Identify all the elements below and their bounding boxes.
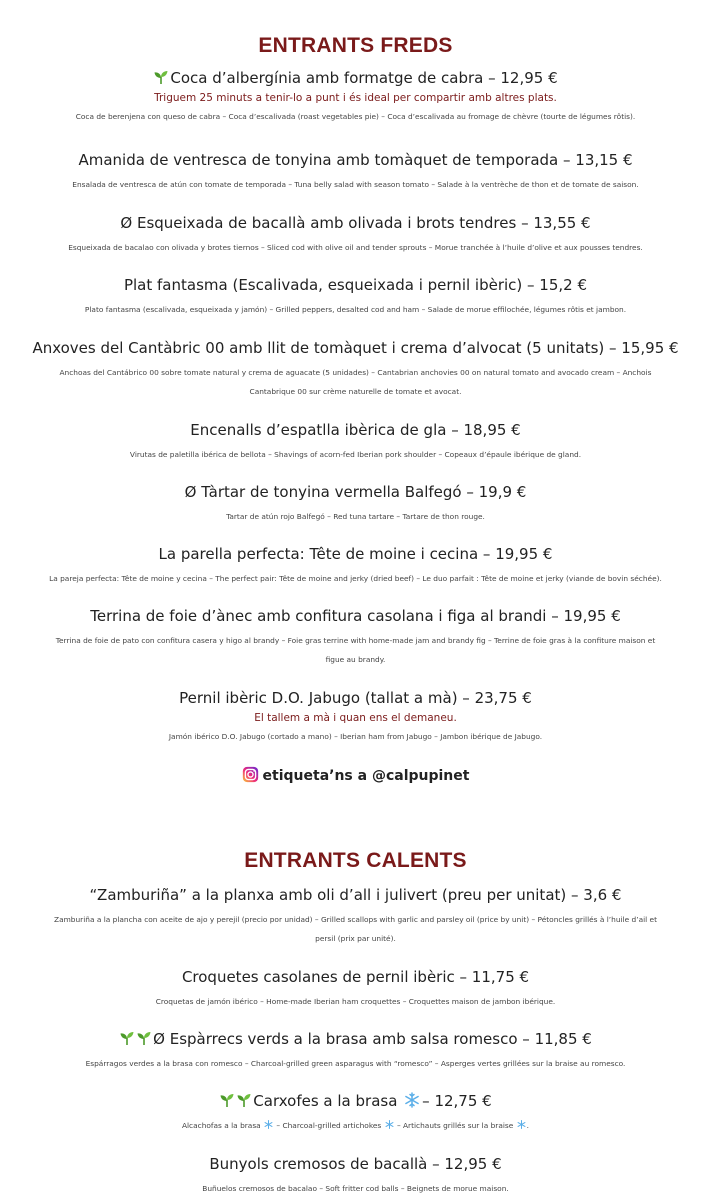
menu-item-description: Virutas de paletilla ibérica de bellota – Shavings of acorn-fed Iberian pork shoulder – Copeaux d’épaule ibérique de gland. bbox=[129, 450, 582, 459]
menu-item-croquetes bbox=[10, 967, 701, 1011]
menu-item-zamburina bbox=[10, 885, 701, 948]
menu-item-note: Triguem 25 minuts a tenir-lo a punt i és ideal per compartir amb altres plats. bbox=[154, 92, 557, 104]
menu-item-description: Esqueixada de bacalao con olivada y brotes tiernos – Sliced cod with olive oil and tender sprouts – Morue tranchée à l’huile d’olive et aux pousses tendres. bbox=[68, 243, 643, 252]
menu-item-encenalls bbox=[10, 420, 701, 464]
menu-item-bunyols bbox=[10, 1154, 701, 1198]
menu-item-description: Croquetas de jamón ibérico – Home-made Iberian ham croquettes – Croquettes maison de jambon ibérique. bbox=[155, 997, 556, 1006]
menu-item-parella-perfecta bbox=[10, 544, 701, 588]
menu-item-description: Anchoas del Cantábrico 00 sobre tomate natural y crema de aguacate (5 unidades) – Cantabrian anchovies 00 on natural tomato and avocado cream – Anchois bbox=[59, 368, 652, 377]
menu-item-description: Espárragos verdes a la brasa con romesco – Charcoal-grilled green asparagus with “romesco” – Asperges vertes grillées sur la braise au romesco. bbox=[85, 1059, 626, 1068]
menu-item-note: El tallem a mà i quan ens el demaneu. bbox=[254, 712, 457, 724]
menu-item-price: – 12,75 € bbox=[422, 1092, 492, 1110]
menu-item-pernil-jabugo bbox=[10, 688, 701, 746]
menu-item-title: Pernil ibèric D.O. Jabugo (tallat a mà) – 23,75 € bbox=[179, 689, 532, 707]
menu-item-anxoves bbox=[10, 338, 701, 401]
seasonal-snowflake-icon bbox=[404, 1092, 420, 1108]
menu-item-description: Buñuelos cremosos de bacalao – Soft fritter cod balls – Beignets de morue maison. bbox=[202, 1184, 509, 1193]
vegetarian-sprout-icon bbox=[153, 69, 169, 85]
seasonal-snowflake-icon bbox=[385, 1120, 394, 1129]
menu-item-description: Plato fantasma (escalivada, esqueixada y jamón) – Grilled peppers, desalted cod and ham – Salade de morue effilochée, légumes rôtis et jambon. bbox=[84, 305, 627, 314]
vegan-sprout-icon bbox=[119, 1030, 135, 1046]
menu-item-description: Zamburiña a la plancha con aceite de ajo y perejil (precio por unidad) – Grilled scallops with garlic and parsley oil (price by unit) – Pétoncles grillés à l’huile d’ail et bbox=[54, 915, 657, 924]
menu-item-title: Ø Espàrrecs verds a la brasa amb salsa romesco – 11,85 € bbox=[153, 1030, 592, 1048]
menu-item-description: La pareja perfecta: Tête de moine y cecina – The perfect pair: Tête de moine and jerky (dried beef) – Le duo parfait : Tête de moine et jerky (viande de bovin séchée). bbox=[49, 574, 662, 583]
vegan-sprout-icon bbox=[219, 1092, 235, 1108]
menu-item-title: Bunyols cremosos de bacallà – 12,95 € bbox=[209, 1155, 502, 1173]
menu-item-amanida-ventresca bbox=[10, 150, 701, 194]
menu-item-description-cont: Cantabrique 00 sur crème naturelle de tomate et avocat. bbox=[249, 387, 462, 396]
menu-item-title: Plat fantasma (Escalivada, esqueixada i pernil ibèric) – 15,2 € bbox=[123, 276, 588, 294]
menu-item-title: Croquetes casolanes de pernil ibèric – 11,75 € bbox=[181, 968, 530, 986]
menu-item-title: Ø Tàrtar de tonyina vermella Balfegó – 19,9 € bbox=[184, 483, 527, 501]
menu-item-title: “Zamburiña” a la planxa amb oli d’all i julivert (preu per unitat) – 3,6 € bbox=[89, 886, 622, 904]
instagram-icon bbox=[242, 766, 259, 783]
menu-item-tartar-tonyina bbox=[10, 482, 701, 526]
menu-item-description: Ensalada de ventresca de atún con tomate de temporada – Tuna belly salad with season tomato – Salade à la ventrèche de thon et de tomate de saison. bbox=[72, 180, 639, 189]
menu-item-title: Amanida de ventresca de tonyina amb tomàquet de temporada – 13,15 € bbox=[78, 151, 633, 169]
menu-item-plat-fantasma bbox=[10, 275, 701, 319]
menu-item-description-cont: persil (prix par unité). bbox=[315, 934, 396, 943]
menu-item-description: Jamón ibérico D.O. Jabugo (cortado a mano) – Iberian ham from Jabugo – Jambon ibérique de Jabugo. bbox=[168, 732, 543, 741]
menu-item-terrina-foie bbox=[10, 606, 701, 669]
section-title-entrants-calents: ENTRANTS CALENTS bbox=[244, 849, 467, 872]
menu-item-title: Anxoves del Cantàbric 00 amb llit de tomàquet i crema d’alvocat (5 unitats) – 15,95 € bbox=[32, 339, 679, 357]
vegan-sprout-icon bbox=[236, 1092, 252, 1108]
vegan-sprout-icon bbox=[136, 1030, 152, 1046]
menu-item-title: Carxofes a la brasa bbox=[253, 1092, 398, 1110]
menu-item-title: La parella perfecta: Tête de moine i cecina – 19,95 € bbox=[158, 545, 553, 563]
menu-item-title: Encenalls d’espatlla ibèrica de gla – 18,95 € bbox=[190, 421, 521, 439]
instagram-tag-link[interactable] bbox=[0, 766, 711, 784]
menu-item-esparrecs bbox=[10, 1029, 701, 1073]
menu-item-description: Tartar de atún rojo Balfegó – Red tuna tartare – Tartare de thon rouge. bbox=[226, 512, 485, 521]
menu-item-title: Terrina de foie d’ànec amb confitura casolana i figa al brandi – 19,95 € bbox=[90, 607, 621, 625]
menu-item-carxofes bbox=[10, 1091, 701, 1135]
menu-item-coca-albergina bbox=[10, 68, 701, 126]
menu-item-description: Alcachofas a la brasa – Charcoal-grilled artichokes – Artichauts grillés sur la braise . bbox=[181, 1121, 530, 1130]
menu-item-title: Ø Esqueixada de bacallà amb olivada i brots tendres – 13,55 € bbox=[120, 214, 591, 232]
menu-item-title: Coca d’albergínia amb formatge de cabra – 12,95 € bbox=[170, 69, 558, 87]
instagram-handle: etiqueta’ns a @calpupinet bbox=[262, 768, 470, 784]
seasonal-snowflake-icon bbox=[264, 1120, 273, 1129]
seasonal-snowflake-icon bbox=[517, 1120, 526, 1129]
menu-item-esqueixada bbox=[10, 213, 701, 257]
menu-item-description: Terrina de foie de pato con confitura casera y higo al brandy – Foie gras terrine with home-made jam and brandy fig – Terrine de foie gras à la confiture maison et bbox=[55, 636, 656, 645]
menu-item-description-cont: figue au brandy. bbox=[325, 655, 386, 664]
section-title-entrants-freds: ENTRANTS FREDS bbox=[258, 34, 453, 57]
menu-item-description: Coca de berenjena con queso de cabra – Coca d’escalivada (roast vegetables pie) – Coca d’escalivada au fromage de chèvre (tourte de légumes rôtis). bbox=[75, 112, 636, 121]
